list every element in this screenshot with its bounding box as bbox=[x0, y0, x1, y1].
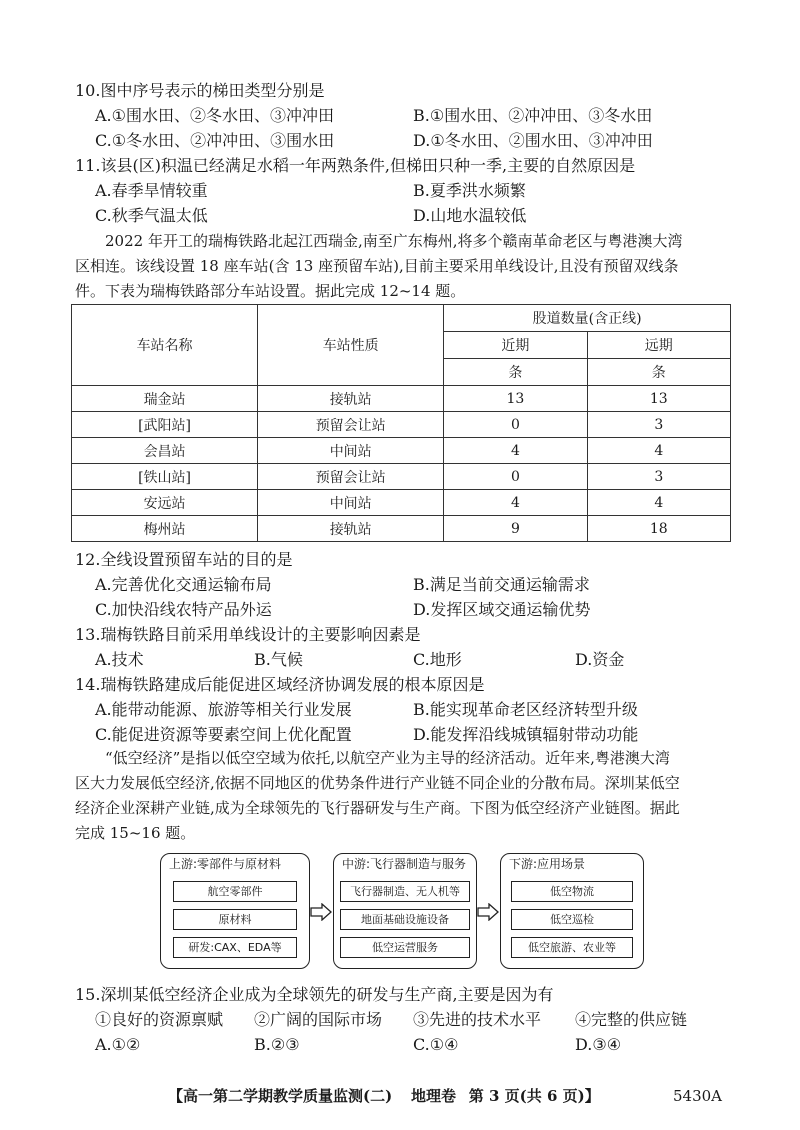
q10-option-c: C.①冬水田、②冲冲田、③围水田 bbox=[95, 131, 335, 150]
midstream-item: 地面基础设施设备 bbox=[340, 909, 470, 930]
q10-option-b: B.①围水田、②冲冲田、③冬水田 bbox=[413, 106, 653, 125]
station-name: [武阳站] bbox=[72, 412, 258, 438]
table-header-name: 车站名称 bbox=[72, 305, 258, 386]
tracks-near: 13 bbox=[444, 386, 587, 412]
downstream-box bbox=[500, 853, 644, 969]
tracks-far: 13 bbox=[587, 386, 730, 412]
q13-option-a: A.技术 bbox=[95, 650, 144, 669]
passage-low-altitude-line4: 完成 15~16 题。 bbox=[75, 824, 196, 842]
q10-option-d: D.①冬水田、②围水田、③冲冲田 bbox=[413, 131, 653, 150]
q13-stem: 13.瑞梅铁路目前采用单线设计的主要影响因素是 bbox=[75, 625, 421, 644]
q12-option-d: D.发挥区域交通运输优势 bbox=[413, 600, 591, 619]
station-name: 会昌站 bbox=[72, 438, 258, 464]
station-name: [铁山站] bbox=[72, 464, 258, 490]
midstream-item: 低空运营服务 bbox=[340, 937, 470, 958]
midstream-item: 飞行器制造、无人机等 bbox=[340, 881, 470, 902]
q12-option-b: B.满足当前交通运输需求 bbox=[413, 575, 590, 594]
q15-choice-1: ①良好的资源禀赋 bbox=[95, 1010, 224, 1029]
table-unit-far: 条 bbox=[587, 359, 730, 386]
footer-code: 5430A bbox=[673, 1087, 723, 1105]
station-type: 接轨站 bbox=[258, 516, 444, 542]
tracks-near: 9 bbox=[444, 516, 587, 542]
station-type: 中间站 bbox=[258, 438, 444, 464]
table-row bbox=[72, 516, 731, 542]
passage-low-altitude bbox=[75, 746, 735, 846]
table-header-near: 近期 bbox=[444, 332, 587, 359]
q10-stem: 10.图中序号表示的梯田类型分别是 bbox=[75, 81, 325, 100]
q14-option-c: C.能促进资源等要素空间上优化配置 bbox=[95, 725, 352, 744]
q15-option-b: B.②③ bbox=[254, 1035, 300, 1054]
q15-option-c: C.①④ bbox=[413, 1035, 459, 1054]
q13-option-b: B.气候 bbox=[254, 650, 303, 669]
tracks-far: 3 bbox=[587, 464, 730, 490]
table-header-far: 远期 bbox=[587, 332, 730, 359]
footer-page: 第 3 页(共 6 页)】 bbox=[468, 1087, 600, 1105]
q11-option-d: D.山地水温较低 bbox=[413, 206, 527, 225]
footer-subject: 地理卷 bbox=[410, 1087, 456, 1105]
station-type: 预留会让站 bbox=[258, 412, 444, 438]
station-type: 中间站 bbox=[258, 490, 444, 516]
tracks-near: 0 bbox=[444, 412, 587, 438]
q12-stem: 12.全线设置预留车站的目的是 bbox=[75, 550, 293, 569]
chain-arrow-icon bbox=[477, 903, 499, 921]
tracks-far: 4 bbox=[587, 438, 730, 464]
footer-exam: 【高一第二学期教学质量监测(二) bbox=[168, 1087, 393, 1105]
upstream-item: 研发:CAX、EDA等 bbox=[173, 937, 297, 958]
q15-choice-4: ④完整的供应链 bbox=[575, 1010, 688, 1029]
upstream-item: 航空零部件 bbox=[173, 881, 297, 902]
q15-option-d: D.③④ bbox=[575, 1035, 622, 1054]
q11-stem: 11.该县(区)积温已经满足水稻一年两熟条件,但梯田只种一季,主要的自然原因是 bbox=[75, 156, 636, 175]
tracks-far: 3 bbox=[587, 412, 730, 438]
q15-option-a: A.①② bbox=[95, 1035, 141, 1054]
upstream-item: 原材料 bbox=[173, 909, 297, 930]
midstream-title: 中游:飞行器制造与服务 bbox=[342, 857, 467, 871]
table-row bbox=[72, 490, 731, 516]
passage-low-altitude-line2: 区大力发展低空经济,依据不同地区的优势条件进行产业链不同企业的分散布局。深圳某低空 bbox=[75, 774, 680, 792]
table-row bbox=[72, 464, 731, 490]
q13-option-c: C.地形 bbox=[413, 650, 462, 669]
station-name: 梅州站 bbox=[72, 516, 258, 542]
table-row bbox=[72, 386, 731, 412]
page-footer bbox=[168, 1085, 600, 1107]
passage-railway bbox=[75, 229, 735, 304]
q12-option-a: A.完善优化交通运输布局 bbox=[95, 575, 272, 594]
passage-railway-line3: 件。下表为瑞梅铁路部分车站设置。据此完成 12~14 题。 bbox=[75, 282, 466, 300]
q15-choice-2: ②广阔的国际市场 bbox=[254, 1010, 383, 1029]
station-type: 预留会让站 bbox=[258, 464, 444, 490]
chain-arrow-icon bbox=[310, 903, 332, 921]
q11-option-c: C.秋季气温太低 bbox=[95, 206, 208, 225]
table-row bbox=[72, 412, 731, 438]
downstream-item: 低空巡检 bbox=[511, 909, 633, 930]
q12-option-c: C.加快沿线农特产品外运 bbox=[95, 600, 272, 619]
table-header-tracks: 股道数量(含正线) bbox=[444, 305, 731, 332]
passage-low-altitude-line3: 经济企业深耕产业链,成为全球领先的飞行器研发与生产商。下图为低空经济产业链图。据此 bbox=[75, 799, 680, 817]
station-type: 接轨站 bbox=[258, 386, 444, 412]
q13-option-d: D.资金 bbox=[575, 650, 625, 669]
tracks-far: 4 bbox=[587, 490, 730, 516]
q15-choice-3: ③先进的技术水平 bbox=[413, 1010, 542, 1029]
q14-option-b: B.能实现革命老区经济转型升级 bbox=[413, 700, 638, 719]
tracks-far: 18 bbox=[587, 516, 730, 542]
q14-option-d: D.能发挥沿线城镇辐射带动功能 bbox=[413, 725, 639, 744]
q11-option-b: B.夏季洪水频繁 bbox=[413, 181, 526, 200]
table-header-type: 车站性质 bbox=[258, 305, 444, 386]
table-unit-near: 条 bbox=[444, 359, 587, 386]
station-name: 瑞金站 bbox=[72, 386, 258, 412]
q10-option-a: A.①围水田、②冬水田、③冲冲田 bbox=[95, 106, 334, 125]
tracks-near: 0 bbox=[444, 464, 587, 490]
q11-option-a: A.春季旱情较重 bbox=[95, 181, 208, 200]
table-row bbox=[72, 438, 731, 464]
tracks-near: 4 bbox=[444, 490, 587, 516]
passage-low-altitude-line1: “低空经济”是指以低空空域为依托,以航空产业为主导的经济活动。近年来,粤港澳大湾 bbox=[105, 749, 670, 767]
q14-option-a: A.能带动能源、旅游等相关行业发展 bbox=[95, 700, 352, 719]
q15-stem: 15.深圳某低空经济企业成为全球领先的研发与生产商,主要是因为有 bbox=[75, 985, 554, 1004]
passage-railway-line1: 2022 年开工的瑞梅铁路北起江西瑞金,南至广东梅州,将多个赣南革命老区与粤港澳大湾 bbox=[105, 232, 683, 250]
downstream-item: 低空旅游、农业等 bbox=[511, 937, 633, 958]
downstream-item: 低空物流 bbox=[511, 881, 633, 902]
q14-stem: 14.瑞梅铁路建成后能促进区域经济协调发展的根本原因是 bbox=[75, 675, 485, 694]
station-name: 安远站 bbox=[72, 490, 258, 516]
passage-railway-line2: 区相连。该线设置 18 座车站(含 13 座预留车站),目前主要采用单线设计,且没有预留双线条 bbox=[75, 257, 679, 275]
upstream-box bbox=[160, 853, 310, 969]
midstream-box bbox=[333, 853, 477, 969]
station-table bbox=[71, 304, 731, 542]
tracks-near: 4 bbox=[444, 438, 587, 464]
upstream-title: 上游:零部件与原材料 bbox=[169, 857, 282, 871]
downstream-title: 下游:应用场景 bbox=[509, 857, 586, 871]
industry-chain-diagram bbox=[160, 853, 650, 971]
